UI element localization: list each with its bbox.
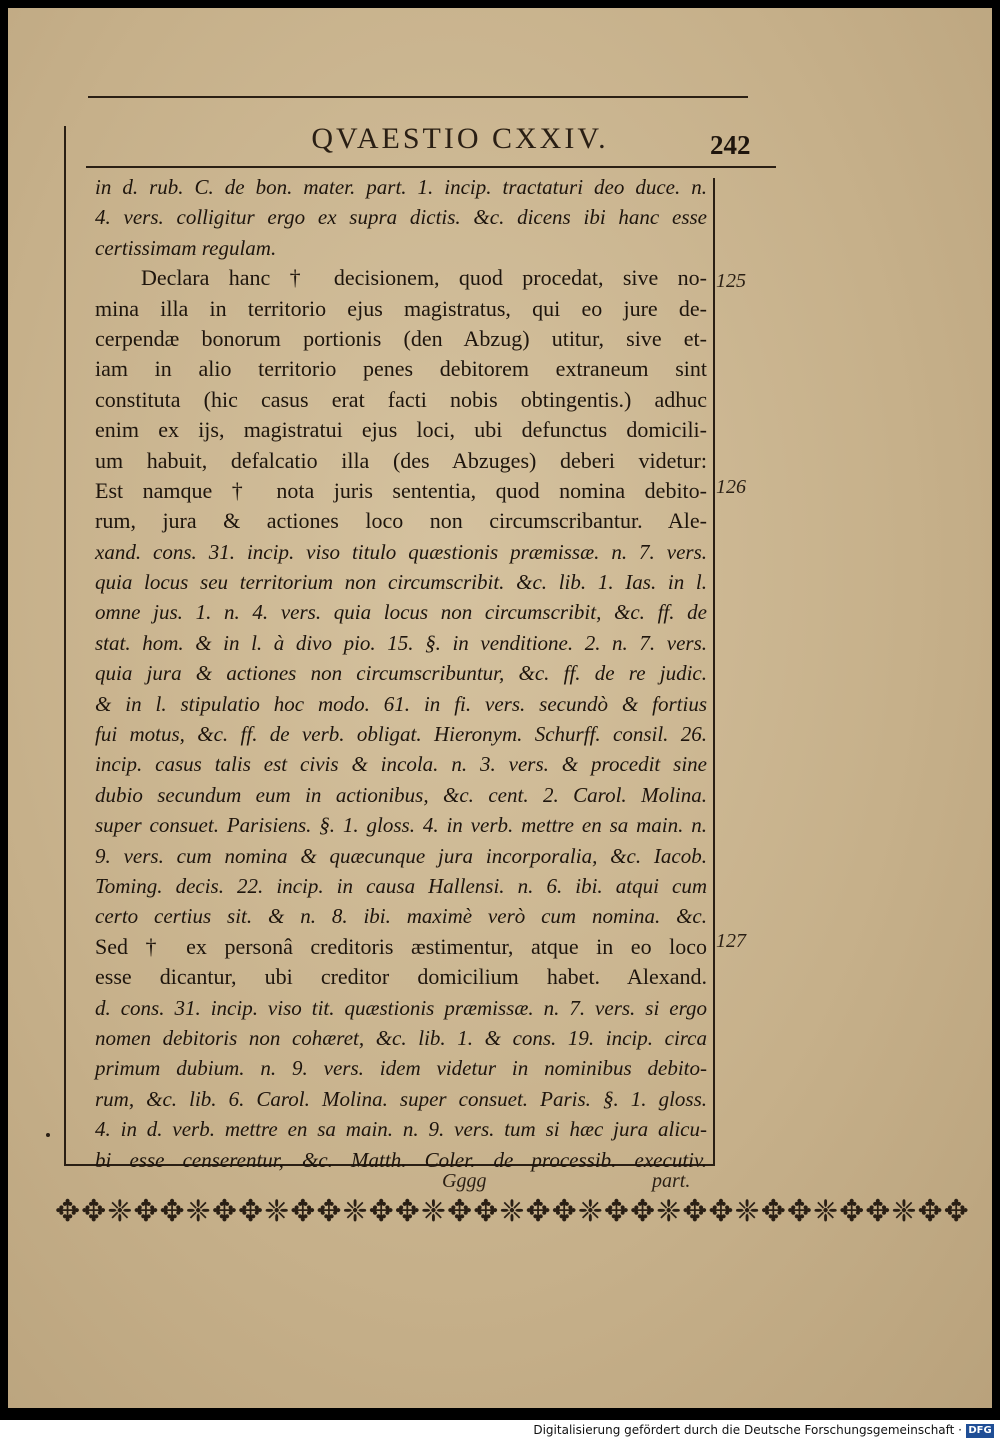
text-line: 4. vers. colligitur ergo ex supra dictis. &c. dicens ibi hanc esse	[95, 205, 707, 230]
text-line: Declara hanc † decisionem, quod procedat, sive no-	[141, 265, 707, 291]
text-line: in d. rub. C. de bon. mater. part. 1. incip. tractaturi deo duce. n.	[95, 175, 707, 199]
text-line: bi esse censerentur, &c. Matth. Coler. de processib. executiv.	[95, 1147, 707, 1172]
text-line: & in l. stipulatio hoc modo. 61. in fi. vers. secundò & fortius	[95, 691, 707, 716]
header-bottom-rule	[86, 166, 776, 168]
marginal-number-127: 127	[716, 930, 746, 952]
text-line: um habuit, defalcatio illa (des Abzuges) deberi videtur:	[95, 447, 707, 473]
text-line: Est namque † nota juris sententia, quod nomina debito-	[95, 477, 707, 503]
text-line: dubio secundum eum in actionibus, &c. cent. 2. Carol. Molina.	[95, 782, 707, 807]
text-line: 9. vers. cum nomina & quæcunque jura incorporalia, &c. Iacob.	[95, 843, 707, 868]
text-line: quia locus seu territorium non circumscribit. &c. lib. 1. Ias. in l.	[95, 570, 707, 595]
text-line: rum, &c. lib. 6. Carol. Molina. super consuet. Paris. §. 1. gloss.	[95, 1086, 707, 1111]
running-title: QVAESTIO CXXIV.	[311, 122, 609, 155]
text-line: rum, jura & actiones loco non circumscribantur. Ale-	[95, 508, 707, 534]
text-line: fui motus, &c. ff. de verb. obligat. Hieronym. Schurff. consil. 26.	[95, 722, 707, 747]
dfg-logo-icon: DFG	[966, 1424, 994, 1438]
text-line: iam in alio territorio penes debitorem extraneum sint	[95, 356, 707, 382]
text-line: xand. cons. 31. incip. viso titulo quæstionis præmissæ. n. 7. vers.	[95, 539, 707, 564]
text-line: certissimam regulam.	[95, 235, 277, 260]
marginal-number-126: 126	[716, 476, 746, 498]
text-line: incip. casus talis est civis & incola. n. 3. vers. & procedit sine	[95, 752, 707, 777]
footer-bar	[0, 1420, 1000, 1443]
marginal-number-125: 125	[716, 270, 746, 292]
text-line: esse dicantur, ubi creditor domicilium habet. Alexand.	[95, 964, 707, 990]
text-line: Toming. decis. 22. incip. in causa Hallensi. n. 6. ibi. atqui cum	[95, 873, 707, 898]
header-top-rule	[88, 96, 748, 98]
page-number: 242	[710, 130, 751, 160]
left-frame-rule	[64, 126, 66, 1166]
text-line: constituta (hic casus erat facti nobis obtingentis.) adhuc	[95, 386, 707, 412]
text-line: primum dubium. n. 9. vers. idem videtur in nominibus debito-	[95, 1056, 707, 1081]
text-line: omne jus. 1. n. 4. vers. quia locus non circumscribit, &c. ff. de	[95, 600, 707, 625]
footer-credit: Digitalisierung gefördert durch die Deutsche Forschungsgemeinschaft ·	[533, 1423, 962, 1437]
text-line: mina illa in territorio ejus magistratus, qui eo jure de-	[95, 295, 707, 321]
text-line: stat. hom. & in l. à divo pio. 15. §. in venditione. 2. n. 7. vers.	[95, 630, 707, 655]
text-line: 4. in d. verb. mettre en sa main. n. 9. vers. tum si hæc jura alicu-	[95, 1117, 707, 1142]
right-column-rule	[713, 178, 715, 1166]
text-line: certo certius sit. & n. 8. ibi. maximè verò cum nomina. &c.	[95, 904, 707, 929]
text-line: enim ex ijs, magistratui ejus loci, ubi defunctus domicili-	[95, 417, 707, 443]
text-line: nomen debitoris non cohæret, &c. lib. 1. & cons. 19. incip. circa	[95, 1025, 707, 1050]
text-line: cerpendæ bonorum portionis (den Abzug) utitur, sive et-	[95, 325, 707, 351]
text-line: quia jura & actiones non circumscribuntur, &c. ff. de re judic.	[95, 661, 707, 686]
catchword: part.	[652, 1170, 691, 1192]
text-line: super consuet. Parisiens. §. 1. gloss. 4. in verb. mettre en sa main. n.	[95, 813, 707, 838]
ornament-border: ✥✥❈✥✥❈✥✥❈✥✥❈✥✥❈✥✥❈✥✥❈✥✥❈✥✥❈✥✥❈✥✥❈✥✥	[55, 1194, 970, 1229]
margin-dot	[46, 1133, 50, 1137]
text-line: d. cons. 31. incip. viso tit. quæstionis præmissæ. n. 7. vers. si ergo	[95, 995, 707, 1020]
text-line: Sed † ex personâ creditoris æstimentur, atque in eo loco	[95, 933, 707, 959]
body-text	[95, 172, 707, 1175]
signature-mark: Gggg	[442, 1170, 487, 1192]
